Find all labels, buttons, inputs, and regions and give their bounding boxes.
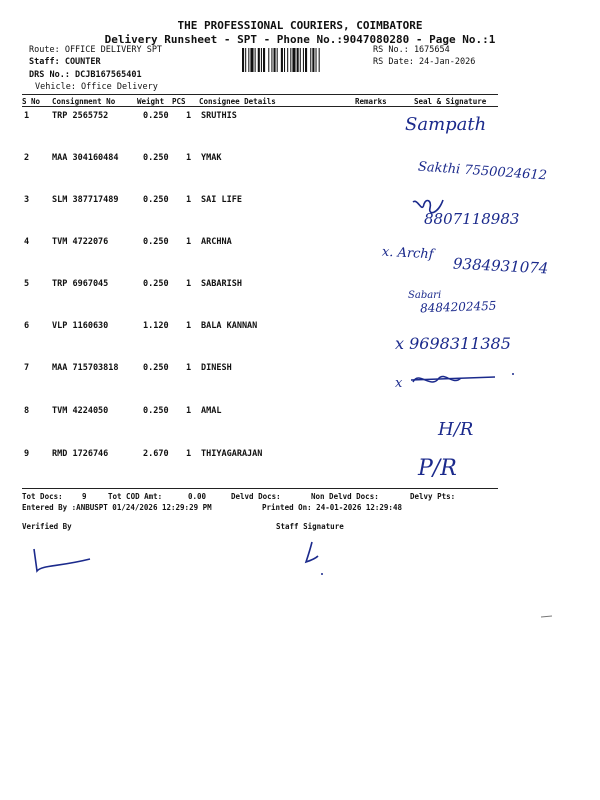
row-consignee: SAI LIFE	[201, 195, 242, 205]
signature-row-5: Sabari	[408, 290, 442, 301]
signature-row-9: P/R	[418, 456, 457, 481]
row-weight: 0.250	[143, 111, 169, 121]
barcode-bar	[292, 48, 295, 72]
signature-row-4: x. Archf	[381, 244, 434, 263]
row-consignment: SLM 387717489	[52, 195, 119, 205]
col-remarks: Remarks	[355, 97, 387, 106]
row-consignment: RMD 1726746	[52, 449, 109, 459]
row-pcs: 1	[186, 321, 192, 331]
row-weight: 0.250	[143, 195, 169, 205]
row-consignee: YMAK	[201, 153, 222, 163]
tot-cod-label: Tot COD Amt:	[108, 492, 163, 501]
row-sno: 7	[24, 363, 30, 373]
rs-number: RS No.: 1675654	[373, 45, 450, 55]
row-consignment: MAA 304160484	[52, 153, 119, 163]
row-consignment: TRP 6967045	[52, 279, 109, 289]
signature-row-7: x	[395, 372, 402, 391]
non-delvd-docs-label: Non Delvd Docs:	[311, 492, 379, 501]
barcode-bar	[290, 48, 291, 72]
barcode-bar	[268, 48, 269, 72]
signature-row-1: Sampath	[405, 114, 487, 135]
row-weight: 0.250	[143, 363, 169, 373]
barcode-bar	[312, 48, 314, 72]
delvy-pts-label: Delvy Pts:	[410, 492, 456, 501]
row-consignment: TVM 4722076	[52, 237, 109, 247]
signature-row-5-phone: 8484202455	[419, 298, 497, 316]
row-consignment: MAA 715703818	[52, 363, 119, 373]
barcode-bar	[271, 48, 272, 72]
header-top-rule	[22, 94, 498, 95]
staff-signature-mark	[300, 538, 340, 578]
tot-cod-value: 0.00	[188, 492, 207, 501]
row-pcs: 1	[186, 406, 192, 416]
header-bottom-rule	[22, 106, 498, 107]
document-subtitle: Delivery Runsheet - SPT - Phone No.:9047080280 - Page No.:1	[104, 33, 496, 46]
row-pcs: 1	[186, 237, 192, 247]
barcode-bar	[255, 48, 256, 72]
col-pcs: PCS	[172, 97, 186, 106]
barcode-bar	[300, 48, 301, 72]
row-sno: 1	[24, 111, 30, 121]
signature-row-4-phone: 9384931074	[452, 254, 549, 278]
row-sno: 9	[24, 449, 30, 459]
col-sno: S No	[22, 97, 41, 106]
row-pcs: 1	[186, 111, 192, 121]
signature-row-6: x 9698311385	[395, 334, 511, 353]
row-weight: 0.250	[143, 153, 169, 163]
signature-row-3: 8807118983	[410, 196, 446, 222]
signature-row-2: Sakthi 7550024612	[417, 159, 548, 184]
row-pcs: 1	[186, 449, 192, 459]
barcode-bar	[287, 48, 288, 72]
barcode-bar	[248, 48, 249, 72]
barcode-bar	[303, 48, 304, 72]
printed-on: Printed On: 24-01-2026 12:29:48	[262, 503, 402, 512]
barcode-bar	[305, 48, 307, 72]
tot-docs-label: Tot Docs:	[22, 492, 63, 501]
row-pcs: 1	[186, 153, 192, 163]
row-pcs: 1	[186, 363, 192, 373]
barcode-bar	[297, 48, 299, 72]
row-sno: 4	[24, 237, 30, 247]
col-consignee: Consignee Details	[199, 97, 276, 106]
footer-rule	[22, 488, 498, 489]
row-consignment: TRP 2565752	[52, 111, 109, 121]
row-weight: 0.250	[143, 237, 169, 247]
entered-by: Entered By :ANBUSPT 01/24/2026 12:29:29 PM	[22, 503, 212, 512]
staff-text: Staff: COUNTER	[29, 57, 101, 67]
barcode-bar	[281, 48, 283, 72]
delvd-docs-label: Delvd Docs:	[231, 492, 281, 501]
barcode-bar	[316, 48, 317, 72]
row-consignee: BALA KANNAN	[201, 321, 258, 331]
row-weight: 0.250	[143, 279, 169, 289]
row-sno: 2	[24, 153, 30, 163]
row-sno: 6	[24, 321, 30, 331]
barcode	[242, 48, 367, 72]
barcode-bar	[261, 48, 262, 72]
rs-date: RS Date: 24-Jan-2026	[373, 57, 476, 67]
row-sno: 3	[24, 195, 30, 205]
col-seal-signature: Seal & Signature	[414, 97, 487, 106]
row-consignee: SRUTHIS	[201, 111, 237, 121]
barcode-bar	[310, 48, 311, 72]
row-weight: 2.670	[143, 449, 169, 459]
row-sno: 8	[24, 406, 30, 416]
signature-scribble-7	[409, 370, 499, 388]
barcode-bar	[263, 48, 265, 72]
row-consignee: DINESH	[201, 363, 232, 373]
col-consignment: Consignment No	[52, 97, 116, 106]
row-weight: 0.250	[143, 406, 169, 416]
verified-by-signature	[28, 545, 98, 580]
row-consignee: SABARISH	[201, 279, 242, 289]
barcode-bar	[242, 48, 244, 72]
barcode-bar	[245, 48, 246, 72]
barcode-bar	[250, 48, 253, 72]
row-pcs: 1	[186, 279, 192, 289]
route-text: Route: OFFICE DELIVERY SPT	[29, 45, 163, 55]
vehicle-text: Vehicle: Office Delivery	[35, 82, 158, 92]
staff-signature-label: Staff Signature	[276, 522, 344, 531]
verified-by-label: Verified By	[22, 522, 72, 531]
document-title: THE PROFESSIONAL COURIERS, COIMBATORE	[177, 19, 423, 32]
row-sno: 5	[24, 279, 30, 289]
col-weight: Weight	[137, 97, 165, 106]
row-consignment: TVM 4224050	[52, 406, 109, 416]
row-pcs: 1	[186, 195, 192, 205]
row-consignment: VLP 1160630	[52, 321, 109, 331]
barcode-bar	[274, 48, 276, 72]
signature-row-8: H/R	[438, 419, 474, 440]
tot-docs-value: 9	[82, 492, 87, 501]
stray-mark	[540, 614, 554, 620]
barcode-bar	[284, 48, 285, 72]
drs-number: DRS No.: DCJB167565401	[29, 70, 142, 80]
row-consignee: THIYAGARAJAN	[201, 449, 263, 459]
barcode-bar	[258, 48, 260, 72]
row-weight: 1.120	[143, 321, 169, 331]
barcode-bar	[319, 48, 320, 72]
row-consignee: AMAL	[201, 406, 222, 416]
row-consignee: ARCHNA	[201, 237, 232, 247]
barcode-bar	[277, 48, 278, 72]
